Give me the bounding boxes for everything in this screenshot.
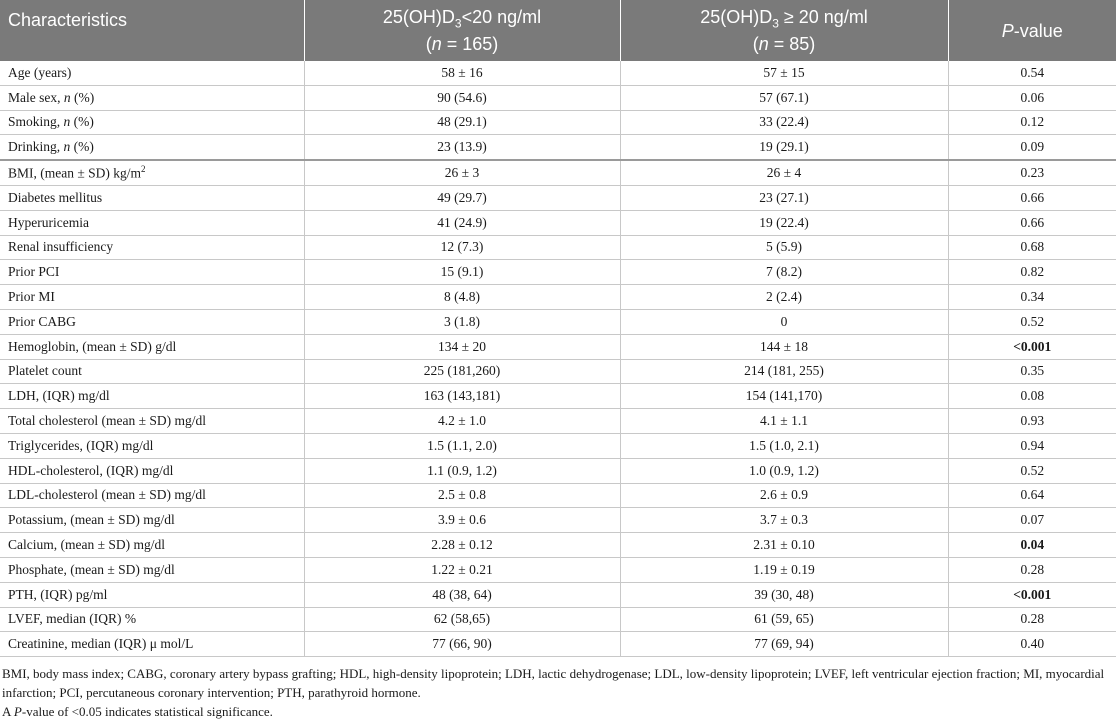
table-row	[0, 185, 1116, 210]
table-row	[0, 160, 1116, 185]
table-row	[0, 433, 1116, 458]
p-value: 0.35	[948, 359, 1116, 384]
p-value: 0.06	[948, 85, 1116, 110]
p-value: 0.66	[948, 185, 1116, 210]
row-label: HDL-cholesterol, (IQR) mg/dl	[0, 458, 304, 483]
p-value: 0.93	[948, 409, 1116, 434]
row-label: Prior CABG	[0, 309, 304, 334]
group-high-value: 39 (30, 48)	[620, 582, 948, 607]
p-value: 0.40	[948, 632, 1116, 657]
footnote-significance-post: -value of <0.05 indicates statistical significance.	[21, 704, 273, 720]
row-label: Prior MI	[0, 285, 304, 310]
group-high-value: 2.6 ± 0.9	[620, 483, 948, 508]
group-high-value: 4.1 ± 1.1	[620, 409, 948, 434]
p-value: 0.23	[948, 160, 1116, 185]
table-row	[0, 210, 1116, 235]
table-row	[0, 557, 1116, 582]
group-high-value: 77 (69, 94)	[620, 632, 948, 657]
p-value: 0.68	[948, 235, 1116, 260]
row-label: Renal insufficiency	[0, 235, 304, 260]
row-label	[0, 85, 304, 110]
group-high-value: 214 (181, 255)	[620, 359, 948, 384]
group-low-value: 4.2 ± 1.0	[304, 409, 620, 434]
p-value: 0.34	[948, 285, 1116, 310]
row-label: LDL-cholesterol (mean ± SD) mg/dl	[0, 483, 304, 508]
table-row	[0, 582, 1116, 607]
table-row	[0, 85, 1116, 110]
row-label-italic: n	[63, 114, 71, 130]
row-label: Prior PCI	[0, 260, 304, 285]
group-high-value: 5 (5.9)	[620, 235, 948, 260]
table-body	[0, 61, 1116, 657]
footnote-significance	[0, 702, 1116, 721]
group-low-value: 90 (54.6)	[304, 85, 620, 110]
table-row	[0, 285, 1116, 310]
header-group-low-title	[313, 7, 612, 34]
header-group-high-suffix: ≥ 20 ng/ml	[778, 7, 868, 28]
row-label-text: Drinking,	[8, 139, 64, 155]
row-label	[0, 135, 304, 160]
group-high-value: 3.7 ± 0.3	[620, 508, 948, 533]
table-header	[0, 0, 1116, 61]
row-label: Potassium, (mean ± SD) mg/dl	[0, 508, 304, 533]
row-label-text: Smoking,	[8, 114, 64, 130]
group-low-value: 1.22 ± 0.21	[304, 557, 620, 582]
group-low-value: 2.5 ± 0.8	[304, 483, 620, 508]
header-group-high-n-var: n	[758, 33, 769, 54]
group-low-value: 2.28 ± 0.12	[304, 533, 620, 558]
table-row	[0, 632, 1116, 657]
group-low-value: 23 (13.9)	[304, 135, 620, 160]
table-row	[0, 110, 1116, 135]
row-label-italic: n	[63, 139, 71, 155]
header-group-low-n	[313, 34, 612, 54]
header-group-low-n-rest: = 165)	[441, 33, 499, 54]
group-high-value: 61 (59, 65)	[620, 607, 948, 632]
group-high-value: 7 (8.2)	[620, 260, 948, 285]
header-characteristics-text: Characteristics	[8, 10, 128, 30]
row-label: Creatinine, median (IQR) μ mol/L	[0, 632, 304, 657]
row-label: Calcium, (mean ± SD) mg/dl	[0, 533, 304, 558]
table-row	[0, 359, 1116, 384]
group-high-value: 1.0 (0.9, 1.2)	[620, 458, 948, 483]
table-row	[0, 384, 1116, 409]
p-value: 0.09	[948, 135, 1116, 160]
footnote-abbreviations: BMI, body mass index; CABG, coronary artery bypass grafting; HDL, high-density lipoprotein; LDH, lactic dehydrogenase; LDL, low-density lipoprotein; LVEF, left ventricular ejection fraction; MI, myocardial infarction; PCI, percutaneous coronary intervention; PTH, parathyroid hormone.	[2, 666, 1105, 701]
p-value: 0.52	[948, 309, 1116, 334]
group-high-value: 154 (141,170)	[620, 384, 948, 409]
header-characteristics	[0, 0, 304, 61]
p-value: 0.08	[948, 384, 1116, 409]
header-group-high-prefix: 25(OH)D	[700, 7, 773, 28]
p-value: <0.001	[948, 334, 1116, 359]
header-group-low-suffix: <20 ng/ml	[461, 7, 542, 28]
header-pvalue	[948, 0, 1116, 61]
group-high-value: 1.5 (1.0, 2.1)	[620, 433, 948, 458]
p-value: <0.001	[948, 582, 1116, 607]
group-low-value: 26 ± 3	[304, 160, 620, 185]
table-row	[0, 61, 1116, 85]
group-low-value: 225 (181,260)	[304, 359, 620, 384]
header-group-high-title	[629, 7, 940, 34]
group-high-value: 33 (22.4)	[620, 110, 948, 135]
row-label-italic: n	[63, 89, 71, 105]
table-row	[0, 135, 1116, 160]
header-group-low	[304, 0, 620, 61]
table-row	[0, 260, 1116, 285]
header-group-low-n-var: n	[431, 33, 442, 54]
row-label-text: BMI, (mean ± SD) kg/m	[8, 165, 142, 181]
table-row	[0, 309, 1116, 334]
p-value: 0.82	[948, 260, 1116, 285]
row-label-suffix: (%)	[70, 114, 94, 130]
footnote-significance-italic: P	[13, 704, 22, 720]
group-low-value: 49 (29.7)	[304, 185, 620, 210]
group-low-value: 58 ± 16	[304, 61, 620, 85]
p-value: 0.12	[948, 110, 1116, 135]
header-group-high-n-rest: = 85)	[768, 33, 816, 54]
group-high-value: 19 (29.1)	[620, 135, 948, 160]
group-high-value: 23 (27.1)	[620, 185, 948, 210]
row-label: LVEF, median (IQR) %	[0, 607, 304, 632]
group-low-value: 48 (29.1)	[304, 110, 620, 135]
footnote-significance-pre: A	[2, 704, 14, 720]
group-high-value: 57 ± 15	[620, 61, 948, 85]
table-row	[0, 409, 1116, 434]
group-high-value: 144 ± 18	[620, 334, 948, 359]
row-label: LDH, (IQR) mg/dl	[0, 384, 304, 409]
header-row	[0, 0, 1116, 61]
header-pvalue-rest: -value	[1013, 20, 1063, 41]
row-label: Age (years)	[0, 61, 304, 85]
p-value: 0.94	[948, 433, 1116, 458]
table-row	[0, 334, 1116, 359]
group-low-value: 48 (38, 64)	[304, 582, 620, 607]
header-group-low-sub: 3	[454, 16, 462, 31]
header-group-high	[620, 0, 948, 61]
row-label: Triglycerides, (IQR) mg/dl	[0, 433, 304, 458]
group-low-value: 3.9 ± 0.6	[304, 508, 620, 533]
row-label-superscript: 2	[141, 164, 146, 175]
p-value: 0.64	[948, 483, 1116, 508]
table-row	[0, 235, 1116, 260]
group-low-value: 134 ± 20	[304, 334, 620, 359]
row-label: Phosphate, (mean ± SD) mg/dl	[0, 557, 304, 582]
group-low-value: 15 (9.1)	[304, 260, 620, 285]
header-pvalue-italic: P	[1001, 20, 1014, 41]
group-high-value: 19 (22.4)	[620, 210, 948, 235]
group-high-value: 2 (2.4)	[620, 285, 948, 310]
group-low-value: 1.1 (0.9, 1.2)	[304, 458, 620, 483]
row-label: Diabetes mellitus	[0, 185, 304, 210]
group-low-value: 1.5 (1.1, 2.0)	[304, 433, 620, 458]
group-low-value: 62 (58,65)	[304, 607, 620, 632]
row-label: Platelet count	[0, 359, 304, 384]
table-row	[0, 533, 1116, 558]
table-row	[0, 483, 1116, 508]
header-group-low-prefix: 25(OH)D	[382, 7, 455, 28]
group-low-value: 8 (4.8)	[304, 285, 620, 310]
p-value: 0.54	[948, 61, 1116, 85]
table-row	[0, 607, 1116, 632]
group-high-value: 0	[620, 309, 948, 334]
header-group-high-sub: 3	[772, 16, 779, 31]
p-value: 0.66	[948, 210, 1116, 235]
header-group-low-n-open: (	[425, 33, 432, 54]
group-high-value: 1.19 ± 0.19	[620, 557, 948, 582]
group-high-value: 57 (67.1)	[620, 85, 948, 110]
row-label: PTH, (IQR) pg/ml	[0, 582, 304, 607]
group-low-value: 163 (143,181)	[304, 384, 620, 409]
p-value: 0.52	[948, 458, 1116, 483]
row-label: Hyperuricemia	[0, 210, 304, 235]
group-low-value: 77 (66, 90)	[304, 632, 620, 657]
table-row	[0, 508, 1116, 533]
row-label-suffix: (%)	[70, 89, 95, 105]
group-low-value: 41 (24.9)	[304, 210, 620, 235]
table-row	[0, 458, 1116, 483]
p-value: 0.28	[948, 607, 1116, 632]
header-group-high-n	[629, 34, 940, 54]
group-low-value: 12 (7.3)	[304, 235, 620, 260]
p-value: 0.04	[948, 533, 1116, 558]
group-high-value: 2.31 ± 0.10	[620, 533, 948, 558]
p-value: 0.28	[948, 557, 1116, 582]
row-label	[0, 110, 304, 135]
row-label	[0, 160, 304, 185]
p-value: 0.07	[948, 508, 1116, 533]
header-group-high-n-open: (	[752, 33, 759, 54]
row-label-suffix: (%)	[70, 139, 94, 155]
row-label: Hemoglobin, (mean ± SD) g/dl	[0, 334, 304, 359]
row-label-text: Male sex,	[8, 89, 64, 105]
row-label: Total cholesterol (mean ± SD) mg/dl	[0, 409, 304, 434]
group-high-value: 26 ± 4	[620, 160, 948, 185]
group-low-value: 3 (1.8)	[304, 309, 620, 334]
